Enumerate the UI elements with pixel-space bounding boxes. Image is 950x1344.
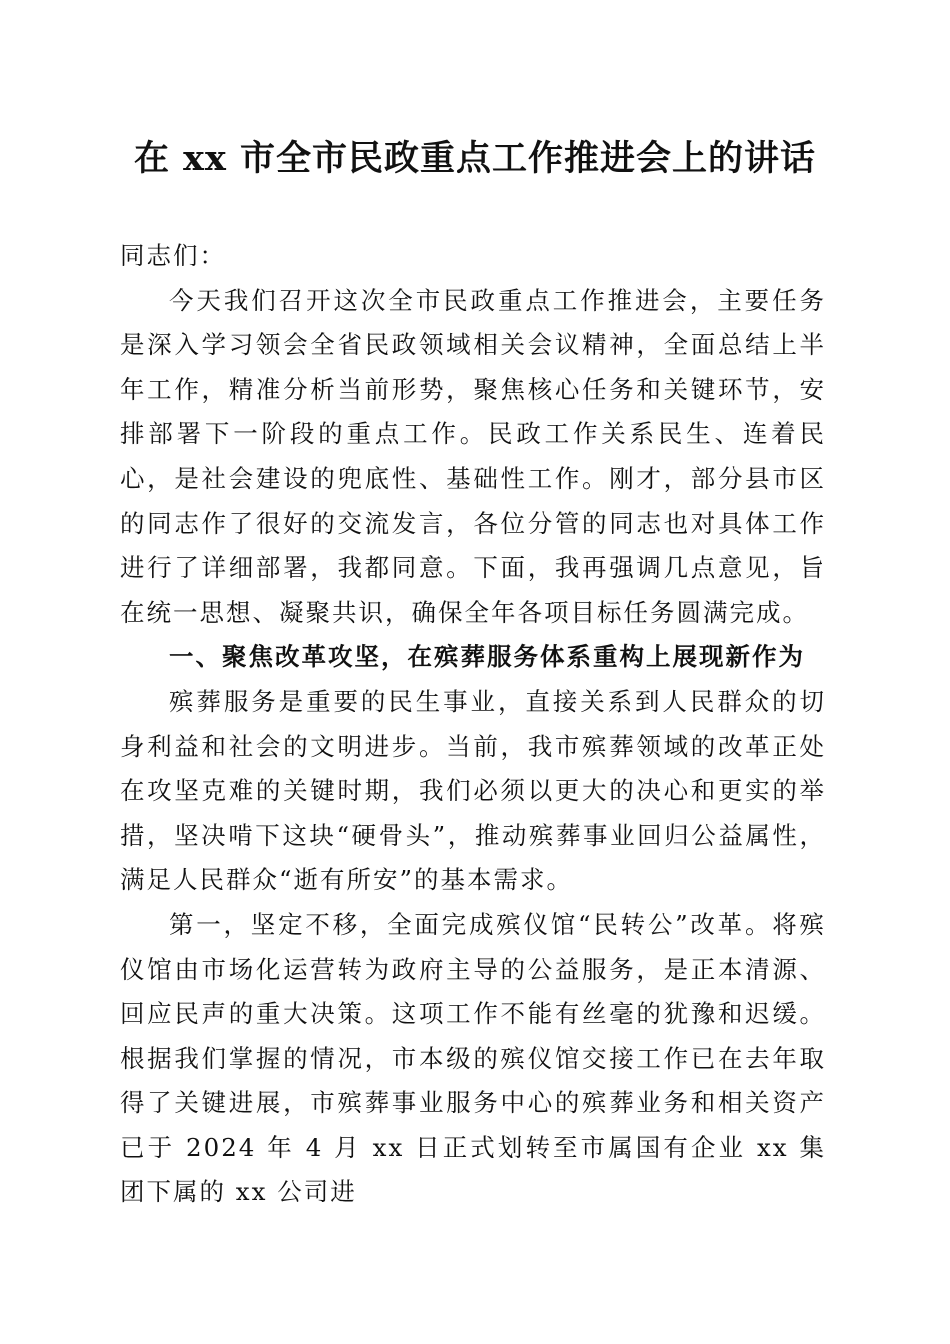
salutation: 同志们： (120, 241, 226, 270)
intro-paragraph: 今天我们召开这次全市民政重点工作推进会，主要任务是深入学习领会全省民政领域相关会议精神，全面总结上半年工作，精准分析当前形势，聚焦核心任务和关键环节，安排部署下一阶段的重点工作。民政工作关系民生、连着民心，是社会建设的兜底性、基础性工作。刚才，部分县市区的同志作了很好的交流发言，各位分管的同志也对具体工作进行了详细部署，我都同意。下面，我再强调几点意见，旨在统一思想、凝聚共识，确保全年各项目标任务圆满完成。 (120, 285, 826, 627)
document-title: 在 xx 市全市民政重点工作推进会上的讲话 (133, 138, 817, 179)
section-heading: 一、聚焦改革攻坚，在殡葬服务体系重构上展现新作为 (169, 642, 805, 672)
section-paragraph-1: 殡葬服务是重要的民生事业，直接关系到人民群众的切身利益和社会的文明进步。当前，我市殡葬领域的改革正处在攻坚克难的关键时期，我们必须以更大的决心和更实的举措，坚决啃下这块“硬骨头”，推动殡葬事业回归公益属性，满足人民群众“逝有所安”的基本需求。 (120, 686, 826, 895)
document-body (120, 234, 826, 1215)
section-paragraph-2: 第一，坚定不移，全面完成殡仪馆“民转公”改革。将殡仪馆由市场化运营转为政府主导的公益服务，是正本清源、回应民声的重大决策。这项工作不能有丝毫的犹豫和迟缓。根据我们掌握的情况，市本级的殡仪馆交接工作已在去年取得了关键进展，市殡葬事业服务中心的殡葬业务和相关资产已于 2024 年 4 月 xx 日正式划转至市属国有企业 xx 集团下属的 xx 公司进 (120, 909, 826, 1207)
